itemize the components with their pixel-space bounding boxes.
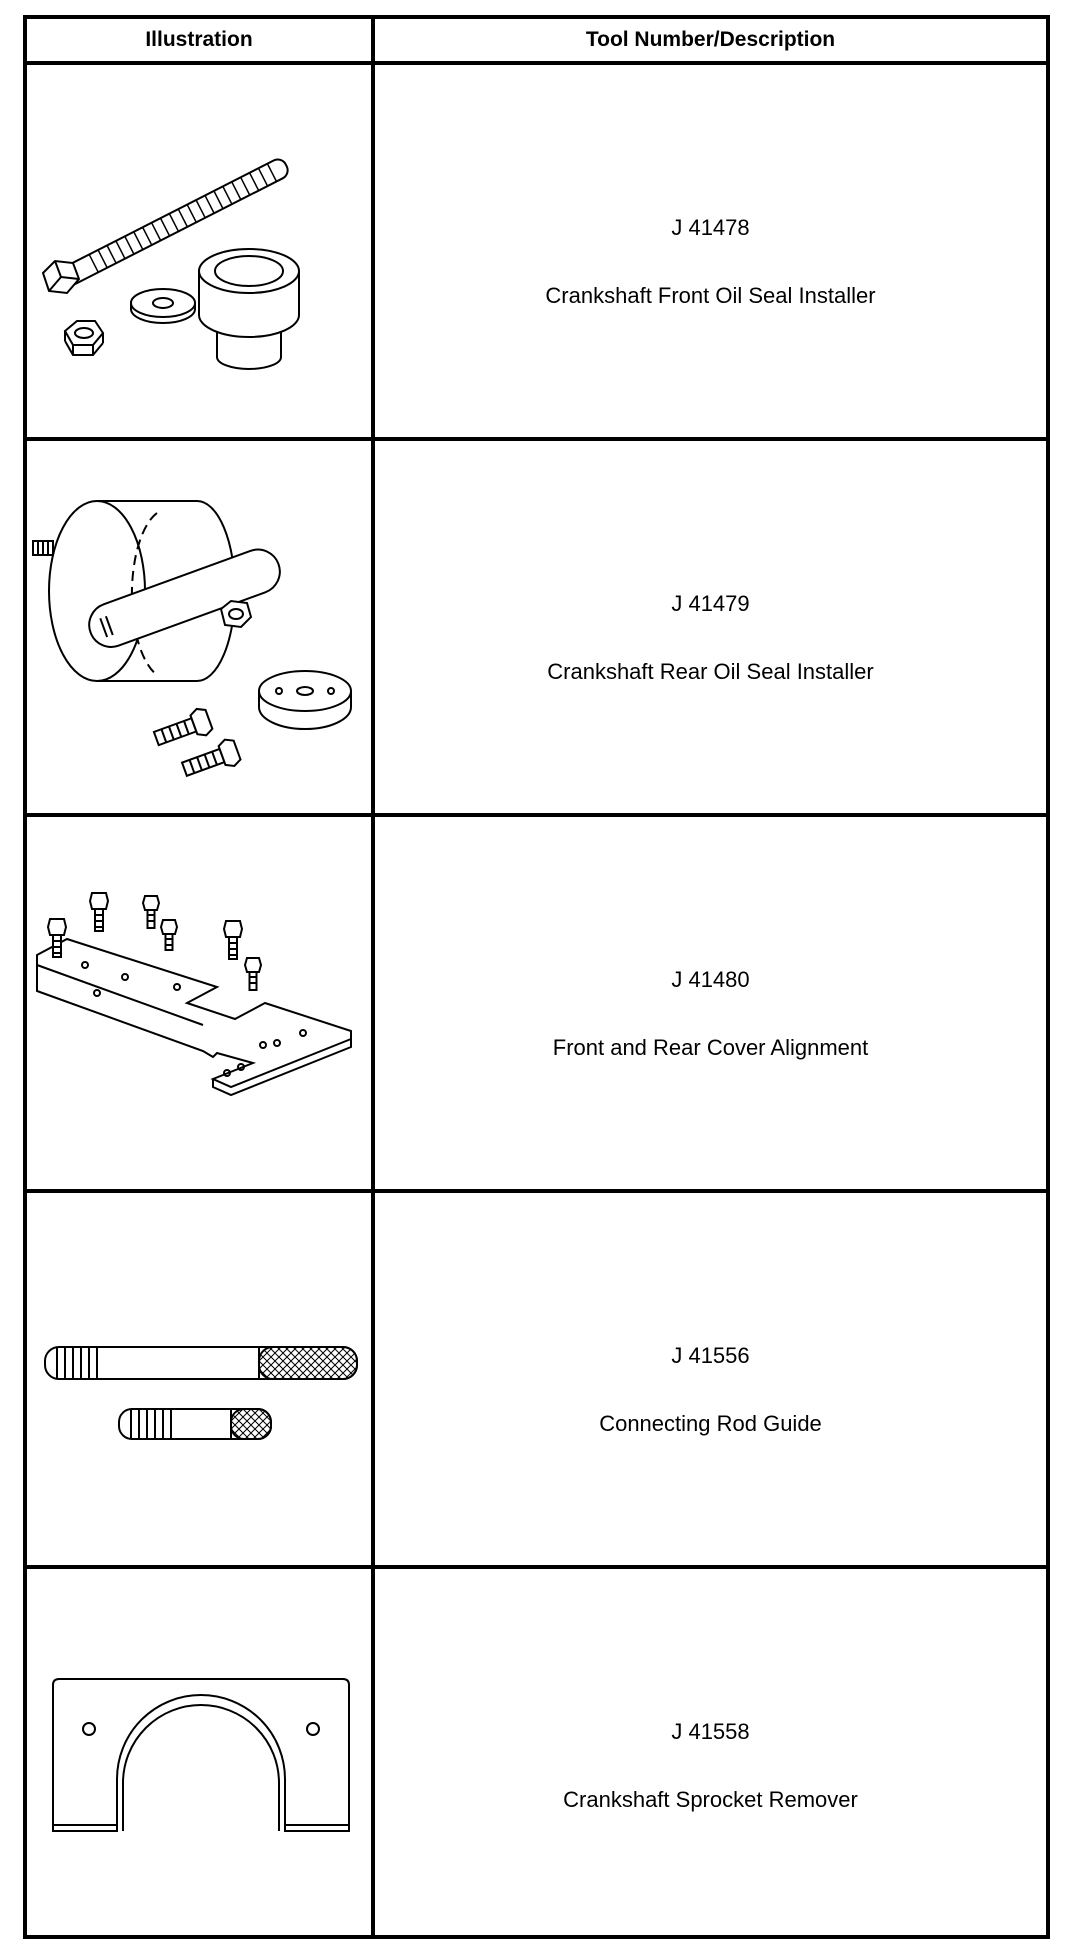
table-row [27,1569,1046,1935]
connecting-rod-guide-icon [27,1193,371,1565]
cover-alignment-plate-icon [27,817,371,1189]
tool-description: Connecting Rod Guide [599,1411,822,1436]
tool-cell [375,441,1046,813]
tool-table [23,15,1050,1939]
tool-description-header: Tool Number/Description [585,28,836,51]
tool-number: J 41478 [671,215,750,240]
tool-cell [375,817,1046,1189]
tool-description: Crankshaft Rear Oil Seal Installer [547,659,874,684]
tool-cell [375,1193,1046,1565]
illustration-header: Illustration [145,28,253,51]
table-header [27,19,1046,65]
tool-number: J 41479 [671,591,750,616]
tool-description: Crankshaft Sprocket Remover [563,1787,858,1812]
tool-description: Crankshaft Front Oil Seal Installer [545,283,876,308]
sprocket-remover-icon [27,1569,371,1935]
table-row [27,65,1046,441]
front-oil-seal-installer-icon [27,65,371,437]
tool-cell [375,1569,1046,1935]
table-row [27,817,1046,1193]
tool-description: Front and Rear Cover Alignment [552,1035,869,1060]
table-row [27,1193,1046,1569]
tool-number: J 41480 [671,967,750,992]
tool-number: J 41558 [671,1719,750,1744]
tool-number: J 41556 [671,1343,750,1368]
table-row [27,441,1046,817]
rear-oil-seal-installer-icon [27,441,371,813]
tool-cell [375,65,1046,437]
